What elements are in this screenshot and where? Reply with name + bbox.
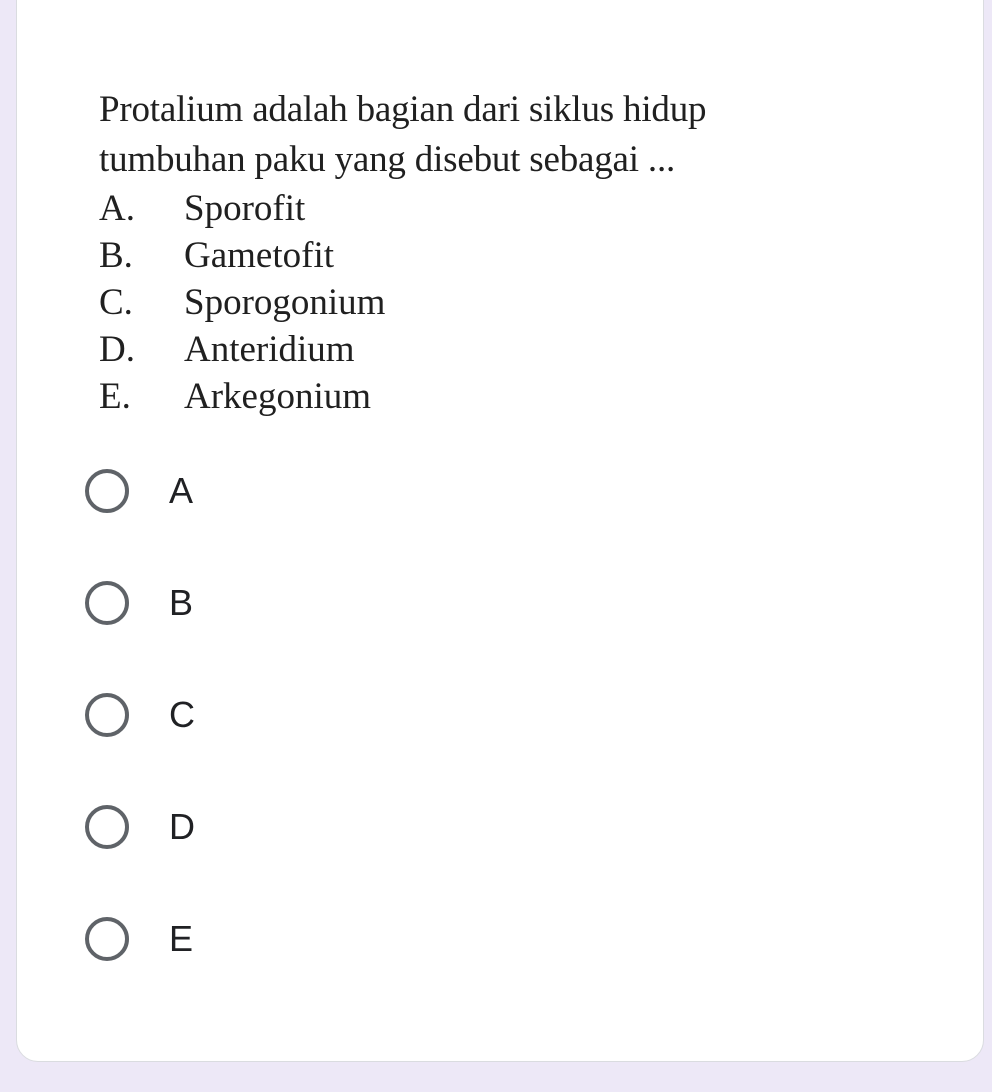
choice-letter: C. [99, 282, 133, 323]
choice-row-e [99, 373, 859, 420]
choice-text: Sporogonium [184, 282, 386, 323]
radio-option-d[interactable] [85, 798, 195, 856]
radio-button-d[interactable] [85, 805, 129, 849]
choice-text: Arkegonium [184, 376, 372, 417]
radio-label-d[interactable]: D [169, 806, 195, 847]
choice-text: Gametofit [184, 235, 335, 276]
radio-option-b[interactable] [85, 574, 193, 632]
radio-button-c[interactable] [85, 693, 129, 737]
question-line-1: Protalium adalah bagian dari siklus hidup [99, 89, 707, 130]
radio-label-b[interactable]: B [169, 582, 194, 623]
radio-option-e[interactable] [85, 910, 193, 968]
choice-row-b [99, 232, 859, 279]
choice-letter: E. [99, 376, 131, 417]
radio-button-b[interactable] [85, 581, 129, 625]
choice-row-c [99, 279, 859, 326]
choice-list [99, 185, 859, 420]
radio-button-e[interactable] [85, 917, 129, 961]
choice-letter: A. [99, 188, 135, 229]
choice-row-d [99, 326, 859, 373]
choice-letter: B. [99, 235, 133, 276]
choice-row-a [99, 185, 859, 232]
choice-letter: D. [99, 329, 135, 370]
radio-button-a[interactable] [85, 469, 129, 513]
question-line-2: tumbuhan paku yang disebut sebagai ... [99, 139, 676, 180]
question-card [16, 0, 984, 1062]
question-image [99, 85, 859, 417]
question-text [99, 85, 859, 185]
choice-text: Sporofit [184, 188, 306, 229]
radio-label-c[interactable]: C [169, 694, 195, 735]
radio-option-a[interactable] [85, 462, 193, 520]
choice-text: Anteridium [184, 329, 355, 370]
radio-option-c[interactable] [85, 686, 195, 744]
radio-label-a[interactable]: A [169, 470, 194, 511]
radio-label-e[interactable]: E [169, 918, 194, 959]
